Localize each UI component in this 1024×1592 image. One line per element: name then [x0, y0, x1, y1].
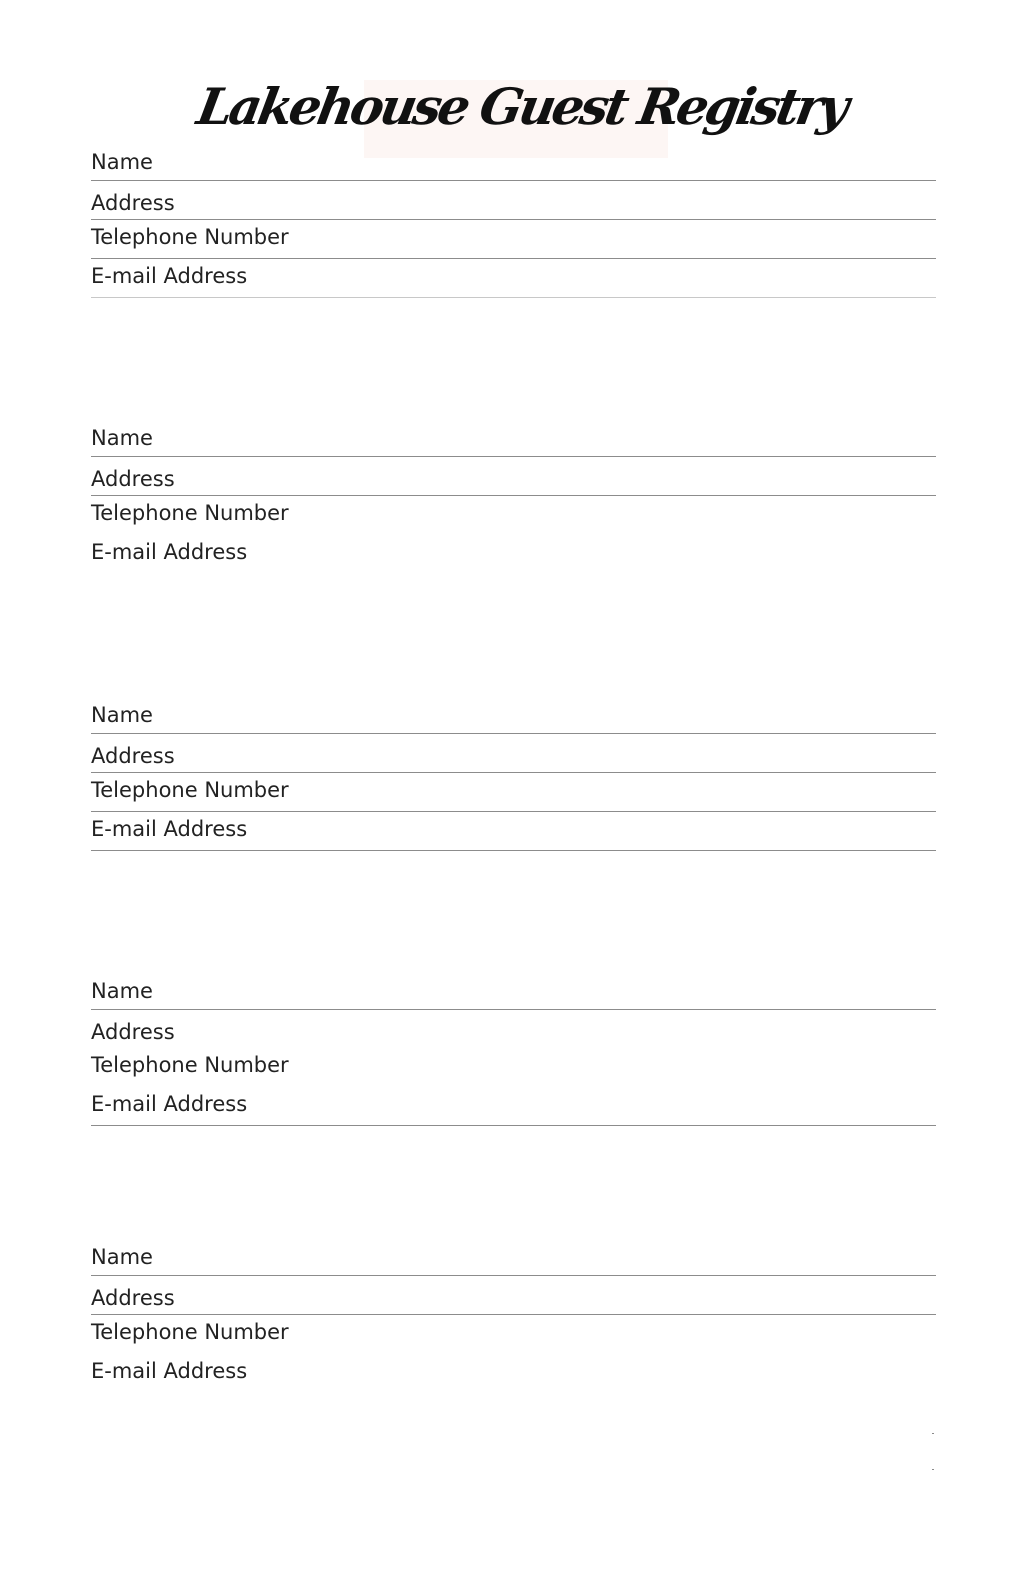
address-field[interactable] — [91, 1276, 936, 1314]
telephone-field[interactable] — [91, 496, 936, 535]
title-area — [0, 62, 1024, 162]
telephone-field[interactable] — [91, 1315, 936, 1354]
email-line — [91, 850, 936, 851]
email-label: E-mail Address — [91, 264, 248, 288]
name-label: Name — [91, 1245, 153, 1269]
name-label: Name — [91, 703, 153, 727]
address-label: Address — [91, 744, 175, 768]
guest-entry-4 — [91, 979, 936, 1126]
name-label: Name — [91, 150, 153, 174]
telephone-label: Telephone Number — [91, 1053, 289, 1077]
name-field[interactable] — [91, 1245, 936, 1275]
telephone-field[interactable] — [91, 773, 936, 811]
email-field[interactable] — [91, 812, 936, 850]
email-line — [91, 1125, 936, 1126]
email-field[interactable] — [91, 259, 936, 297]
address-field[interactable] — [91, 457, 936, 495]
name-field[interactable] — [91, 150, 936, 180]
scan-mark — [932, 1469, 934, 1470]
email-label: E-mail Address — [91, 1092, 248, 1116]
address-label: Address — [91, 467, 175, 491]
address-label: Address — [91, 1286, 175, 1310]
name-label: Name — [91, 426, 153, 450]
guest-entry-3 — [91, 703, 936, 851]
address-field[interactable] — [91, 1010, 936, 1048]
address-label: Address — [91, 191, 175, 215]
name-field[interactable] — [91, 426, 936, 456]
guest-entry-2 — [91, 426, 936, 573]
name-field[interactable] — [91, 979, 936, 1009]
address-field[interactable] — [91, 734, 936, 772]
name-label: Name — [91, 979, 153, 1003]
telephone-field[interactable] — [91, 220, 936, 258]
telephone-label: Telephone Number — [91, 501, 289, 525]
email-field[interactable] — [91, 1354, 936, 1392]
email-line — [91, 297, 936, 298]
page-title: Lakehouse Guest Registry — [192, 77, 850, 136]
guest-entry-1 — [91, 150, 936, 298]
telephone-field[interactable] — [91, 1048, 936, 1087]
name-field[interactable] — [91, 703, 936, 733]
telephone-label: Telephone Number — [91, 778, 289, 802]
email-field[interactable] — [91, 1087, 936, 1125]
email-label: E-mail Address — [91, 540, 248, 564]
telephone-label: Telephone Number — [91, 1320, 289, 1344]
email-field[interactable] — [91, 535, 936, 573]
telephone-label: Telephone Number — [91, 225, 289, 249]
scan-mark — [932, 1433, 934, 1434]
address-label: Address — [91, 1020, 175, 1044]
address-field[interactable] — [91, 181, 936, 219]
email-label: E-mail Address — [91, 1359, 248, 1383]
email-label: E-mail Address — [91, 817, 248, 841]
guest-entry-5 — [91, 1245, 936, 1392]
